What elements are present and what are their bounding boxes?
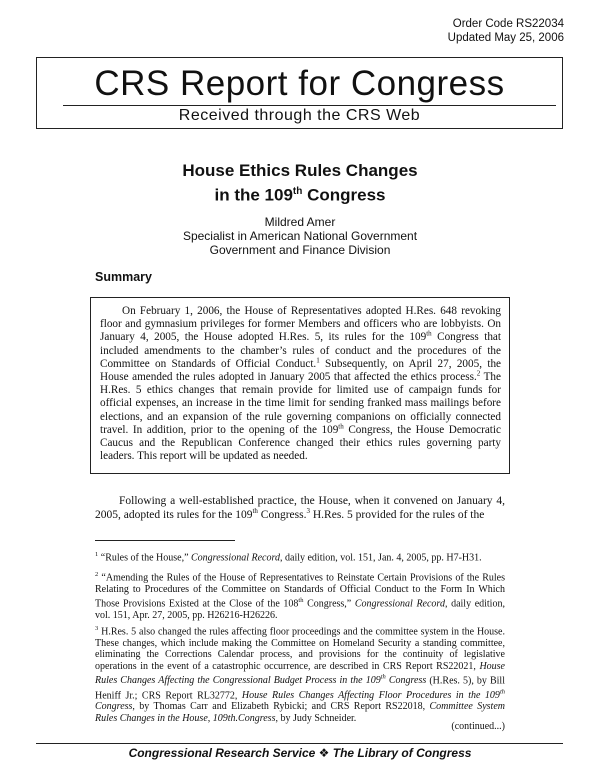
footnote-2: $^2$ “Amending the Rules of the House of Representatives to Reinstate Certain Provisions of the Rules Relating to Procedures of the Committee on Standards of Official Conduct to the Form In Which Those Provisions Existed at the Close of the 108th Congress,” Congressional Record, daily edition, vol. 151, Apr. 27, 2005, pp. H26216-H26226. [95, 571, 505, 621]
banner-divider [63, 105, 556, 106]
author-division: Government and Finance Division [209, 243, 391, 257]
summary-heading: Summary [95, 270, 152, 284]
banner-subtitle: Received through the CRS Web [178, 107, 421, 124]
author-block [0, 215, 600, 257]
footnote-ref-2: 2 [476, 369, 481, 378]
author-name: Mildred Amer [264, 215, 336, 229]
body-paragraph: Following a well-established practice, the House, when it convened on January 4, 2005, adopted its rules for the 109th Congress.$^3$ H.Res. 5 provided for the rules of the [95, 495, 505, 521]
footnote-divider [95, 540, 235, 541]
continued-marker: (continued...) [451, 721, 505, 732]
summary-box [90, 297, 510, 474]
title-line-2: in the 109th Congress [214, 185, 386, 205]
footnote-3: $^3$ H.Res. 5 also changed the rules affecting floor proceedings and the committee system in the House. These changes, which include making the Committee on Homeland Security a standing committee, eliminating the Corrections Calendar process, and provisions for the continuity of legislative operations in the event of a catastrophic occurrence, are described in CRS Report RS22021, House Rules Changes Affecting the Congressional Budget Process in the 109th Congress (H.Res. 5), by Bill Heniff Jr.; CRS Report RL32772, House Rules Changes Affecting Floor Procedures in the 109th Congress, by Thomas Carr and Elizabeth Rybicki; and CRS Report RS22018, Committee System Rules Changes in the House, 109th.Congress, by Judy Schneider. [95, 625, 505, 724]
order-code: Order Code RS22034 [452, 18, 564, 30]
footnote-1: $^1$ “Rules of the House,” Congressional Record, daily edition, vol. 151, Jan. 4, 2005, pp. H7-H31. [95, 551, 482, 564]
title-line-1: House Ethics Rules Changes [182, 161, 418, 180]
footnote-ref-3: 3 [306, 507, 310, 516]
footer-divider [36, 743, 563, 744]
report-banner [36, 57, 563, 129]
banner-title: CRS Report for Congress [94, 64, 505, 103]
updated-date: Updated May 25, 2006 [447, 32, 564, 44]
summary-text: On February 1, 2006, the House of Representatives adopted H.Res. 648 revoking floor and gymnasium privileges for former Members and officers who are lobbyists. On January 4, 2005, the House adopted H.Res. 5, its rules for the 109th Congress that included amendments to the chamber’s rules of conduct and the procedures of the Committee on Standards of Official Conduct.$^1$ Subsequently, on April 27, 2005, the House amended the rules adopted in January 2005 that affected the ethics process.$^2$ The H.Res. 5 ethics changes that remain provide for limited use of campaign funds for official expenses, an increase in the time limit for sending franked mass mailings before elections, and an expansion of the rule governing companions on officially connected travel. In addition, prior to the opening of the 109th Congress, the House Democratic Caucus and the Republican Conference changed their ethics rules governing party leaders. This report will be updated as needed. [100, 305, 501, 463]
footnote-ref-1: 1 [316, 356, 320, 365]
order-code-block [448, 17, 564, 45]
document-title [0, 160, 600, 206]
page-footer: Congressional Research Service ❖ The Library of Congress [128, 746, 472, 760]
author-role: Specialist in American National Government [182, 229, 418, 243]
